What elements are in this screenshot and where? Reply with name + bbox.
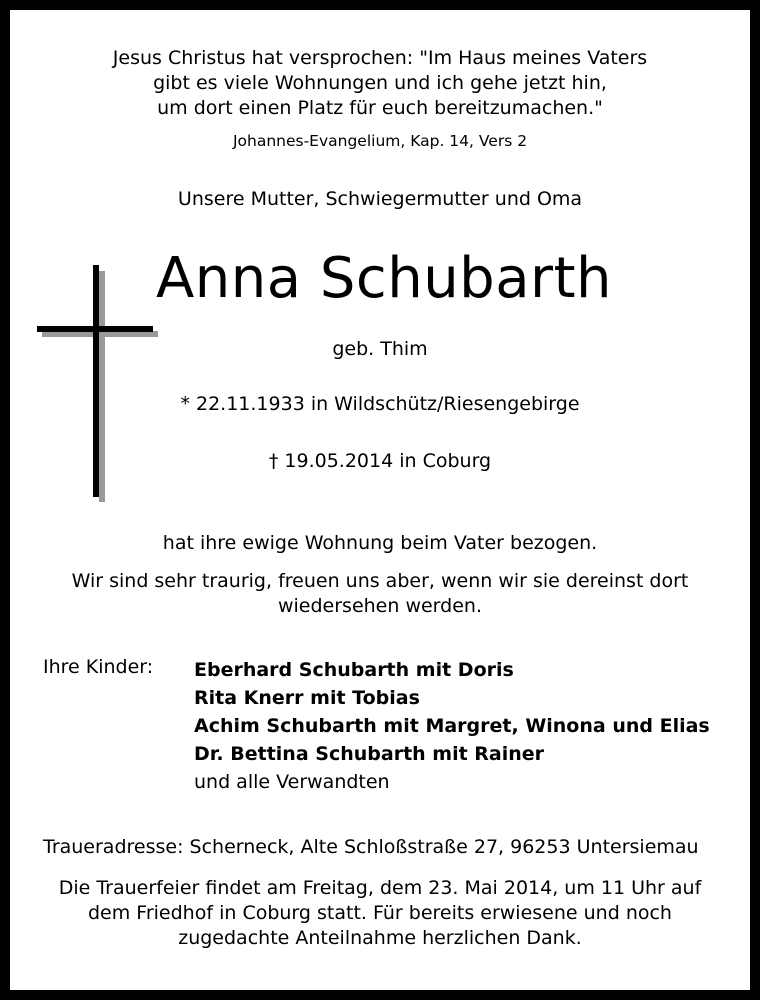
sadness-line: wiedersehen werden. bbox=[277, 595, 482, 617]
death-info: † 19.05.2014 in Coburg bbox=[268, 450, 492, 472]
ceremony-line: zugedachte Anteilnahme herzlichen Dank. bbox=[178, 927, 582, 949]
ceremony-line: dem Friedhof in Coburg statt. Für bereits erwiesene und noch bbox=[88, 902, 672, 924]
children-label: Ihre Kinder: bbox=[43, 656, 154, 678]
ceremony-line: Die Trauerfeier findet am Freitag, dem 23. Mai 2014, um 11 Uhr auf bbox=[58, 877, 702, 899]
child-name: Rita Knerr mit Tobias bbox=[194, 687, 420, 709]
deceased-name: Anna Schubarth bbox=[155, 246, 613, 311]
mourning-address: Traueradresse: Scherneck, Alte Schloßstraße 27, 96253 Untersiemau bbox=[43, 836, 699, 858]
sadness-text bbox=[10, 569, 750, 619]
intro-text: Unsere Mutter, Schwiegermutter und Oma bbox=[177, 188, 583, 210]
child-name: Eberhard Schubarth mit Doris bbox=[194, 659, 514, 681]
statement-text: hat ihre ewige Wohnung beim Vater bezogen. bbox=[162, 532, 598, 554]
birth-name: geb. Thim bbox=[332, 338, 428, 360]
obituary-notice bbox=[10, 10, 750, 990]
sadness-line: Wir sind sehr traurig, freuen uns aber, wenn wir sie dereinst dort bbox=[71, 570, 689, 592]
bible-verse bbox=[10, 46, 750, 121]
birth-info: * 22.11.1933 in Wildschütz/Riesengebirge bbox=[180, 393, 580, 415]
child-name: Achim Schubarth mit Margret, Winona und Elias bbox=[194, 715, 710, 737]
verse-reference: Johannes-Evangelium, Kap. 14, Vers 2 bbox=[232, 132, 528, 150]
verse-line: um dort einen Platz für euch bereitzumachen." bbox=[157, 97, 603, 119]
verse-line: Jesus Christus hat versprochen: "Im Haus meines Vaters bbox=[112, 47, 648, 69]
cross-horizontal-beam bbox=[37, 326, 153, 332]
ceremony-info bbox=[10, 876, 750, 951]
child-name: Dr. Bettina Schubarth mit Rainer bbox=[194, 743, 545, 765]
verse-line: gibt es viele Wohnungen und ich gehe jetzt hin, bbox=[153, 72, 607, 94]
relatives-text: und alle Verwandten bbox=[194, 771, 390, 793]
children-list bbox=[194, 656, 710, 796]
